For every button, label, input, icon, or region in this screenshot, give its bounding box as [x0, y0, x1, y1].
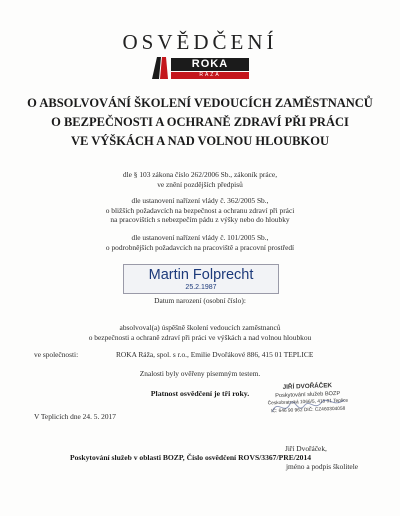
person-birth-date: 25.2.1987	[185, 284, 217, 291]
signer-name: Jiří Dvořáček,	[285, 444, 327, 453]
stamp-line: Poskytování služeb BOZP	[275, 390, 341, 400]
certificate-title: OSVĚDČENÍ	[122, 30, 278, 54]
provider-text: Poskytování služeb v oblasti BOZP, Číslo osvědčení ROVS/3367/PRE/2014	[70, 453, 312, 462]
legal-line: o bližších požadavcích na bezpečnost a ochranu zdraví při práci	[105, 205, 295, 215]
stamp-line: JIŘÍ DVOŘÁČEK	[282, 382, 333, 391]
completion-line: o bezpečnosti a ochraně zdraví při práci ve výškách a nad volnou hloubkou	[88, 332, 312, 342]
roka-logo-mark-icon	[149, 57, 171, 79]
certificate-heading	[0, 94, 400, 151]
company-row	[34, 350, 314, 359]
stamp-line: IČ: 646 90 962 DIČ: CZ460304058	[271, 406, 346, 415]
place-and-date: V Teplicích dne 24. 5. 2017	[34, 412, 116, 421]
stamp-line: Českobratrská 1066/5, 415 01 Teplice	[267, 398, 349, 407]
legal-line: dle § 103 zákona číslo 262/2006 Sb., zákoník práce,	[122, 170, 278, 179]
validity-value: je tři roky.	[214, 389, 250, 398]
heading-line: VE VÝŠKÁCH A NAD VOLNOU HLOUBKOU	[70, 134, 329, 148]
completion-line: absolvoval(a) úspěšně školení vedoucích zaměstnanců	[119, 323, 281, 332]
person-name: Martin Folprecht	[148, 267, 254, 283]
legal-basis-regulation-362	[0, 196, 400, 225]
company-label: ve společnosti:	[34, 350, 79, 359]
logo-sub-text: RÁŽA	[171, 72, 249, 79]
legal-line: na pracovištích s nebezpečím pádu z výšky nebo do hloubky	[110, 215, 290, 225]
heading-line: O BEZPEČNOSTI A OCHRANĚ ZDRAVÍ PŘI PRÁCI	[51, 115, 349, 129]
legal-basis-labour-code	[0, 170, 400, 189]
legal-line: dle ustanovení nařízení vlády č. 362/2005 Sb.,	[131, 196, 269, 205]
company-logo	[149, 57, 251, 79]
company-value: ROKA Ráža, spol. s r.o., Emilie Dvořákové 886, 415 01 TEPLICE	[116, 350, 314, 359]
handwritten-signature	[268, 392, 348, 422]
logo-brand-text: ROKA	[171, 58, 249, 71]
validity-prefix: Platnost osvědčení	[150, 389, 213, 398]
birth-date-label: Datum narození (osobní číslo):	[154, 296, 246, 305]
heading-line: O ABSOLVOVÁNÍ ŠKOLENÍ VEDOUCÍCH ZAMĚSTNANCŮ	[27, 96, 373, 110]
legal-line: ve znění pozdějších předpisů	[157, 179, 243, 189]
completion-statement	[0, 323, 400, 342]
legal-basis-regulation-101	[0, 233, 400, 252]
knowledge-verification: Znalosti byly ověřeny písemným testem.	[139, 369, 261, 378]
legal-line: dle ustanovení nařízení vlády č. 101/2005 Sb.,	[131, 233, 269, 242]
signature-label: jméno a podpis školitele	[286, 462, 359, 471]
legal-line: o podrobnějších požadavcích na pracoviště a pracovní prostředí	[105, 242, 295, 252]
person-name-box	[123, 264, 279, 294]
